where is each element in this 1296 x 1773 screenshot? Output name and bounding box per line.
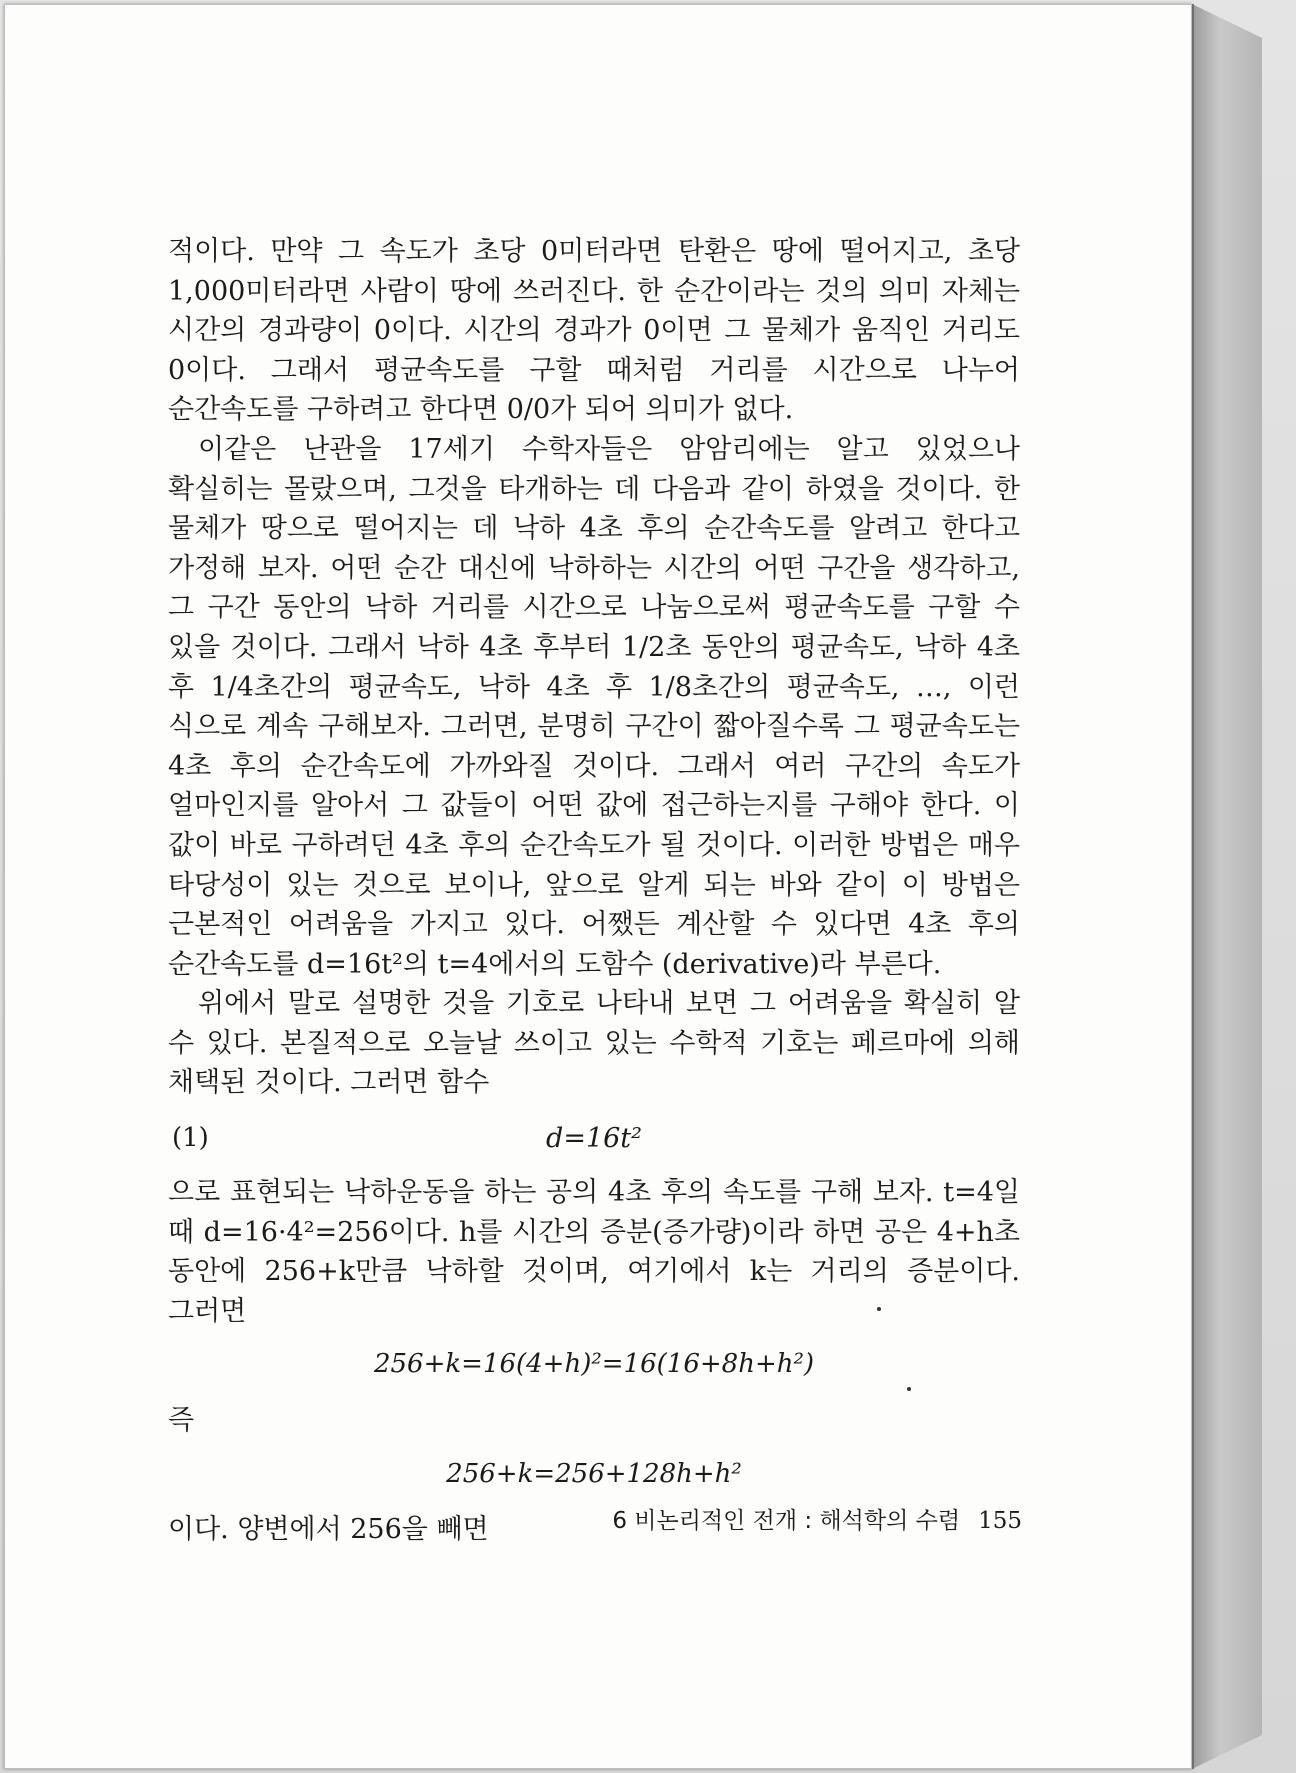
running-title: 6 비논리적인 전개 : 해석학의 수렴 bbox=[612, 1508, 961, 1534]
paragraph-3: 위에서 말로 설명한 것을 기호로 나타내 보면 그 어려움을 확실히 알 수 있다. 본질적으로 오늘날 쓰이고 있는 수학적 기호는 페르마에 의해 채택된 것이다. 그러면 함수 bbox=[168, 988, 1020, 1099]
equation-number: (1) bbox=[172, 1123, 209, 1154]
page-footer bbox=[562, 1502, 1022, 1535]
paragraph-final: 이다. 양변에서 256을 빼면 bbox=[168, 1514, 489, 1546]
book-edge-line bbox=[1192, 4, 1194, 1769]
paragraph-4: 으로 표현되는 낙하운동을 하는 공의 4초 후의 속도를 구해 보자. t=4일 때 d=16·4²=256이다. h를 시간의 증분(증가량)이라 하면 공은 4+h초 동안에 256+k만큼 낙하할 것이며, 여기에서 k는 거리의 증분이다. 그러면 bbox=[168, 1177, 1020, 1327]
page-body-text bbox=[168, 232, 1020, 1550]
page-number: 155 bbox=[978, 1508, 1022, 1534]
equation-1-row bbox=[168, 1115, 1020, 1163]
paragraph-2: 이같은 난관을 17세기 수학자들은 암암리에는 알고 있었으나 확실히는 몰랐으며, 그것을 타개하는 데 다음과 같이 하였을 것이다. 한 물체가 땅으로 떨어지는 데 낙하 4초 후의 순간속도를 알려고 한다고 가정해 보자. 어떤 순간 대신에 낙하하는 시간의 어떤 구간을 생각하고, 그 구간 동안의 낙하 거리를 시간으로 나눔으로써 평균속도를 구할 수 있을 것이다. 그래서 낙하 4초 후부터 1/2초 동안의 평균속도, 낙하 4초 후 1/4초간의 평균속도, 낙하 4초 후 1/8초간의 평균속도, …, 이런 식으로 계속 구해보자. 그러면, 분명히 구간이 짧아질수록 그 평균속도는 4초 후의 순간속도에 가까와질 것이다. 그래서 여러 구간의 속도가 얼마인지를 알아서 그 값들이 어떤 값에 접근하는지를 구해야 한다. 이 값이 바로 구하려던 4초 후의 순간속도가 될 것이다. 이러한 방법은 매우 타당성이 있는 것으로 보이나, 앞으로 알게 되는 바와 같이 이 방법은 근본적인 어려움을 가지고 있다. 어쨌든 계산할 수 있다면 4초 후의 순간속도를 d=16t²의 t=4에서의 도함수 (derivative)라 부른다. bbox=[168, 433, 1020, 980]
equation-3: 256+k=256+128h+h² bbox=[446, 1458, 742, 1489]
equation-1: d=16t² bbox=[546, 1123, 642, 1155]
paragraph-1: 적이다. 만약 그 속도가 초당 0미터라면 탄환은 땅에 떨어지고, 초당 1,000미터라면 사람이 땅에 쓰러진다. 한 순간이라는 것의 의미 자체는 시간의 경과량이 0이다. 시간의 경과가 0이면 그 물체가 움직인 거리도 0이다. 그래서 평균속도를 구할 때처럼 거리를 시간으로 나누어 순간속도를 구하려고 한다면 0/0가 되어 의미가 없다. bbox=[168, 236, 1020, 426]
book-spine-depth bbox=[1192, 4, 1262, 1769]
word-즉: 즉 bbox=[168, 1405, 195, 1437]
equation-2: 256+k=16(4+h)²=16(16+8h+h²) bbox=[373, 1349, 815, 1380]
